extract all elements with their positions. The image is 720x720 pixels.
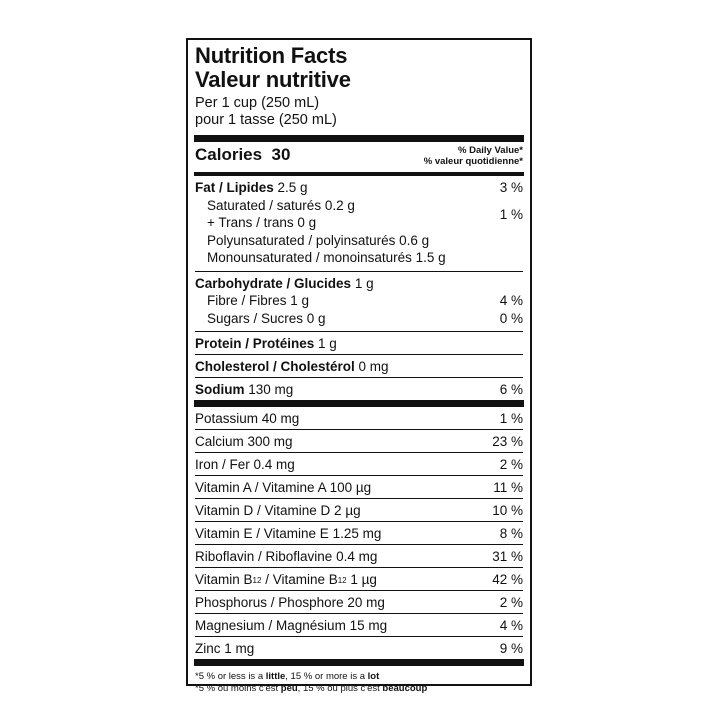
foot-en-b: little [265, 671, 286, 682]
phosphorus-row [195, 591, 523, 613]
sat-trans-dv: 1 % [499, 206, 523, 222]
carb-label: Carbohydrate / Glucides [195, 275, 352, 291]
vitamin-d-label: Vitamin D / Vitamine D 2 µg [195, 502, 361, 518]
fat-label: Fat / Lipides [195, 180, 274, 196]
vitamin-b12-dv: 42 % [492, 571, 523, 587]
trans-row: + Trans / trans 0 g [207, 215, 317, 231]
riboflavin-dv: 31 % [492, 548, 523, 564]
title-french: Valeur nutritive [195, 67, 351, 92]
serving-size-english: Per 1 cup (250 mL) [195, 95, 320, 111]
zinc-row [195, 637, 523, 659]
potassium-row [195, 407, 523, 429]
foot-en-a: *5 % or less is a [195, 671, 266, 682]
vitamin-a-row [195, 476, 523, 498]
foot-en-c: , 15 % or more is a [285, 671, 368, 682]
dv-header-french: % valeur quotidienne* [423, 156, 523, 167]
calories-label: Calories [195, 145, 263, 164]
phosphorus-label: Phosphorus / Phosphore 20 mg [195, 594, 385, 610]
cholesterol-label: Cholesterol / Cholestérol [195, 358, 355, 374]
sugars-dv: 0 % [499, 310, 523, 326]
b12-subscript: 12 [337, 575, 347, 585]
footnote [195, 666, 523, 695]
footnote-english [195, 671, 523, 683]
protein-row [195, 332, 523, 354]
sodium-amount: 130 mg [248, 381, 294, 397]
foot-fr-a: *5 % ou moins c'est [195, 683, 281, 694]
fat-dv: 3 % [499, 180, 523, 196]
vitamin-d-row [195, 499, 523, 521]
carb-row [195, 275, 523, 293]
zinc-label: Zinc 1 mg [195, 640, 255, 656]
foot-fr-c: , 15 % ou plus c'est [297, 683, 383, 694]
potassium-dv: 1 % [499, 410, 523, 426]
b12-text-1: Vitamin B [195, 571, 253, 587]
thick-divider [194, 135, 524, 142]
fibre-dv: 4 % [499, 293, 523, 309]
fat-amount: 2.5 g [277, 180, 308, 196]
b12-text-2: / Vitamine B [261, 571, 338, 587]
thick-divider [194, 659, 524, 666]
b12-text-3: 1 µg [346, 571, 377, 587]
foot-fr-b: peu [280, 683, 298, 694]
sugars-label: Sugars / Sucres 0 g [207, 310, 326, 326]
calories-value: 30 [271, 145, 291, 164]
vitamin-e-label: Vitamin E / Vitamine E 1.25 mg [195, 525, 382, 541]
sodium-dv: 6 % [499, 381, 523, 397]
phosphorus-dv: 2 % [499, 594, 523, 610]
cholesterol-row [195, 355, 523, 377]
zinc-dv: 9 % [499, 640, 523, 656]
vitamin-a-label: Vitamin A / Vitamine A 100 µg [195, 479, 372, 495]
protein-amount: 1 g [318, 335, 337, 351]
daily-value-header [424, 145, 523, 167]
saturated-row: Saturated / saturés 0.2 g [207, 197, 355, 213]
foot-fr-d: beaucoup [382, 683, 428, 694]
title-english: Nutrition Facts [195, 43, 348, 68]
b12-subscript: 12 [252, 575, 262, 585]
polyunsaturated-row: Polyunsaturated / polyinsaturés 0.6 g [207, 232, 430, 248]
vitamin-d-dv: 10 % [492, 502, 523, 518]
fibre-row [195, 292, 523, 310]
riboflavin-label: Riboflavin / Riboflavine 0.4 mg [195, 548, 378, 564]
vitamin-e-row [195, 522, 523, 544]
vitamin-e-dv: 8 % [499, 525, 523, 541]
vitamin-a-dv: 11 % [493, 479, 523, 495]
iron-row [195, 453, 523, 475]
calories-row [195, 142, 523, 172]
carb-block [195, 272, 523, 332]
magnesium-row [195, 614, 523, 636]
calcium-dv: 23 % [492, 433, 523, 449]
sat-trans-group [195, 197, 523, 232]
potassium-label: Potassium 40 mg [195, 410, 300, 426]
thick-divider [194, 400, 524, 407]
magnesium-dv: 4 % [499, 617, 523, 633]
vitamin-b12-row [195, 568, 523, 590]
sodium-label: Sodium [195, 381, 245, 397]
dv-header-english: % Daily Value* [458, 145, 523, 156]
fat-row [195, 179, 523, 197]
magnesium-label: Magnesium / Magnésium 15 mg [195, 617, 388, 633]
calcium-label: Calcium 300 mg [195, 433, 293, 449]
calcium-row [195, 430, 523, 452]
monounsaturated-row: Monounsaturated / monoinsaturés 1.5 g [207, 250, 446, 266]
serving-size-french: pour 1 tasse (250 mL) [195, 112, 337, 128]
fibre-label: Fibre / Fibres 1 g [207, 293, 310, 309]
sodium-row [195, 378, 523, 400]
protein-label: Protein / Protéines [195, 335, 315, 351]
fat-block [195, 176, 523, 271]
iron-label: Iron / Fer 0.4 mg [195, 456, 295, 472]
vitamin-b12-label [195, 572, 377, 587]
carb-amount: 1 g [354, 275, 374, 291]
iron-dv: 2 % [499, 456, 523, 472]
riboflavin-row [195, 545, 523, 567]
cholesterol-amount: 0 mg [358, 358, 389, 374]
nutrition-facts-table [186, 38, 532, 694]
foot-en-d: lot [367, 671, 380, 682]
sugars-row [195, 310, 523, 328]
footnote-french [195, 683, 523, 695]
calories [195, 145, 290, 165]
